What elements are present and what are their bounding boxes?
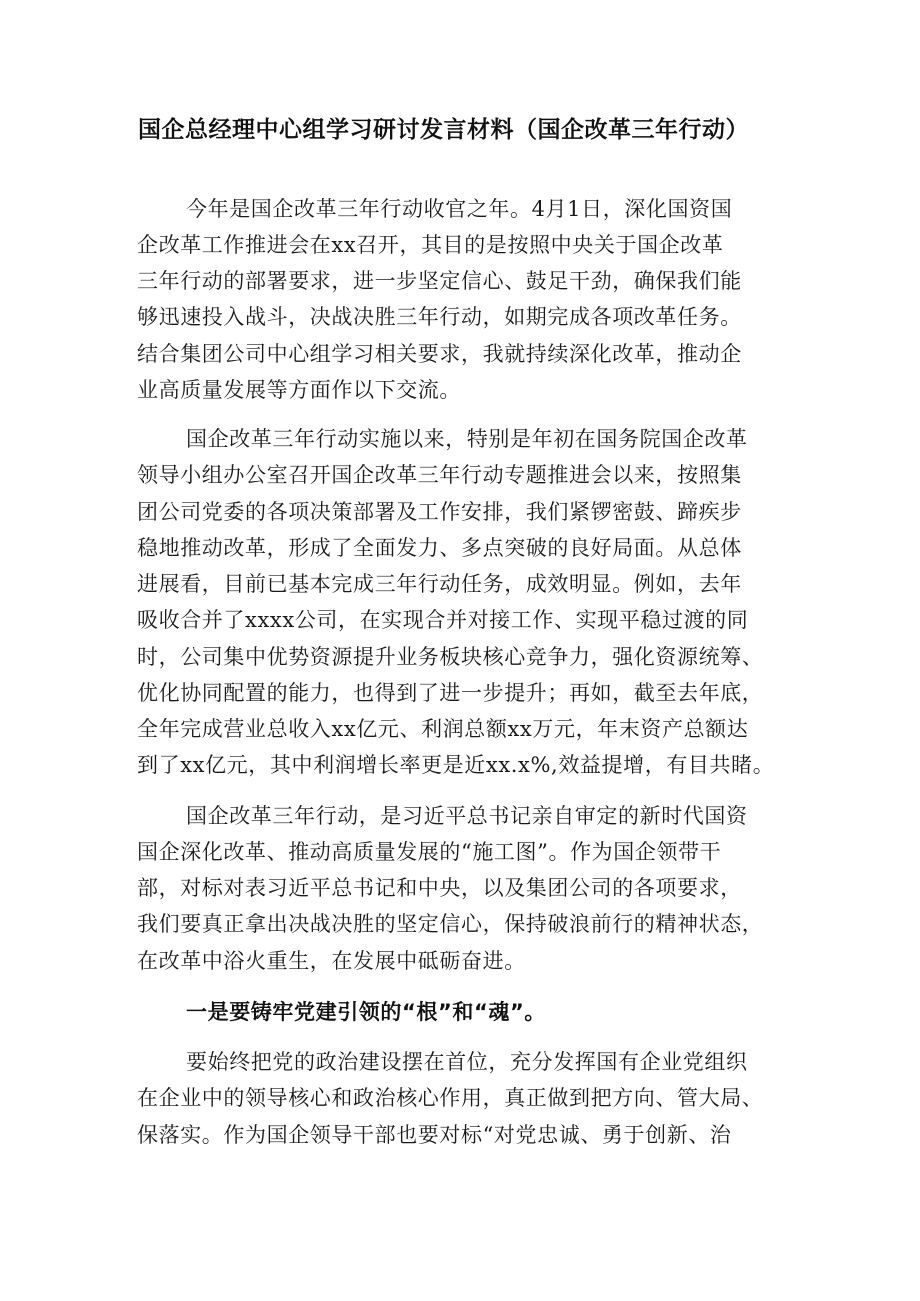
paragraph-line: 国企深化改革、推动高质量发展的“施工图”。作为国企领带干 bbox=[137, 840, 722, 864]
paragraph-line: 在企业中的领导核心和政治核心作用，真正做到把方向、管大局、 bbox=[137, 1086, 764, 1110]
paragraph-line: 进展看，目前已基本完成三年行动任务，成效明显。例如，去年 bbox=[137, 572, 742, 596]
paragraph-line: 吸收合并了xxxx公司，在实现合并对接工作、实现平稳过渡的同 bbox=[137, 608, 749, 632]
paragraph-line: 部，对标对表习近平总书记和中央，以及集团公司的各项要求， bbox=[137, 876, 742, 900]
paragraph-line: 我们要真正拿出决战决胜的坚定信心，保持破浪前行的精神状态， bbox=[137, 912, 764, 936]
paragraph-line: 稳地推动改革，形成了全面发力、多点突破的良好局面。从总体 bbox=[137, 536, 742, 560]
paragraph-line: 今年是国企改革三年行动收官之年。4月1日，深化国资国 bbox=[186, 197, 733, 221]
paragraph-line: 三年行动的部署要求，进一步坚定信心、鼓足干劲，确保我们能 bbox=[137, 269, 742, 293]
paragraph-line: 领导小组办公室召开国企改革三年行动专题推进会以来，按照集 bbox=[137, 463, 742, 487]
paragraph-line: 业高质量发展等方面作以下交流。 bbox=[137, 378, 461, 402]
paragraph-line: 保落实。作为国企领导干部也要对标“对党忠诚、勇于创新、治 bbox=[137, 1123, 732, 1147]
paragraph-line: 团公司党委的各项决策部署及工作安排，我们紧锣密鼓、蹄疾步 bbox=[137, 500, 742, 524]
paragraph-line: 全年完成营业总收入xx亿元、利润总额xx万元，年末资产总额达 bbox=[137, 717, 749, 741]
paragraph-line: 到了xx亿元，其中利润增长率更是近xx.x%,效益提增，有目共睹。 bbox=[137, 753, 775, 777]
paragraph-line: 够迅速投入战斗，决战决胜三年行动，如期完成各项改革任务。 bbox=[137, 305, 742, 329]
section-heading: 一是要铸牢党建引领的“根”和“魂”。 bbox=[186, 1000, 547, 1024]
paragraph-line: 优化协同配置的能力，也得到了进一步提升；再如，截至去年底， bbox=[137, 681, 764, 705]
paragraph-line: 时，公司集中优势资源提升业务板块核心竞争力，强化资源统筹、 bbox=[137, 645, 764, 669]
paragraph-line: 要始终把党的政治建设摆在首位，充分发挥国有企业党组织 bbox=[186, 1050, 748, 1074]
paragraph-line: 在改革中浴火重生，在发展中砥砺奋进。 bbox=[137, 949, 526, 973]
paragraph-line: 企改革工作推进会在xx召开，其目的是按照中央关于国企改革 bbox=[137, 233, 724, 257]
document-title: 国企总经理中心组学习研讨发言材料（国企改革三年行动） bbox=[138, 117, 749, 143]
paragraph-line: 国企改革三年行动，是习近平总书记亲自审定的新时代国资 bbox=[186, 804, 748, 828]
paragraph-line: 国企改革三年行动实施以来，特别是年初在国务院国企改革 bbox=[186, 427, 748, 451]
paragraph-line: 结合集团公司中心组学习相关要求，我就持续深化改革，推动企 bbox=[137, 342, 742, 366]
